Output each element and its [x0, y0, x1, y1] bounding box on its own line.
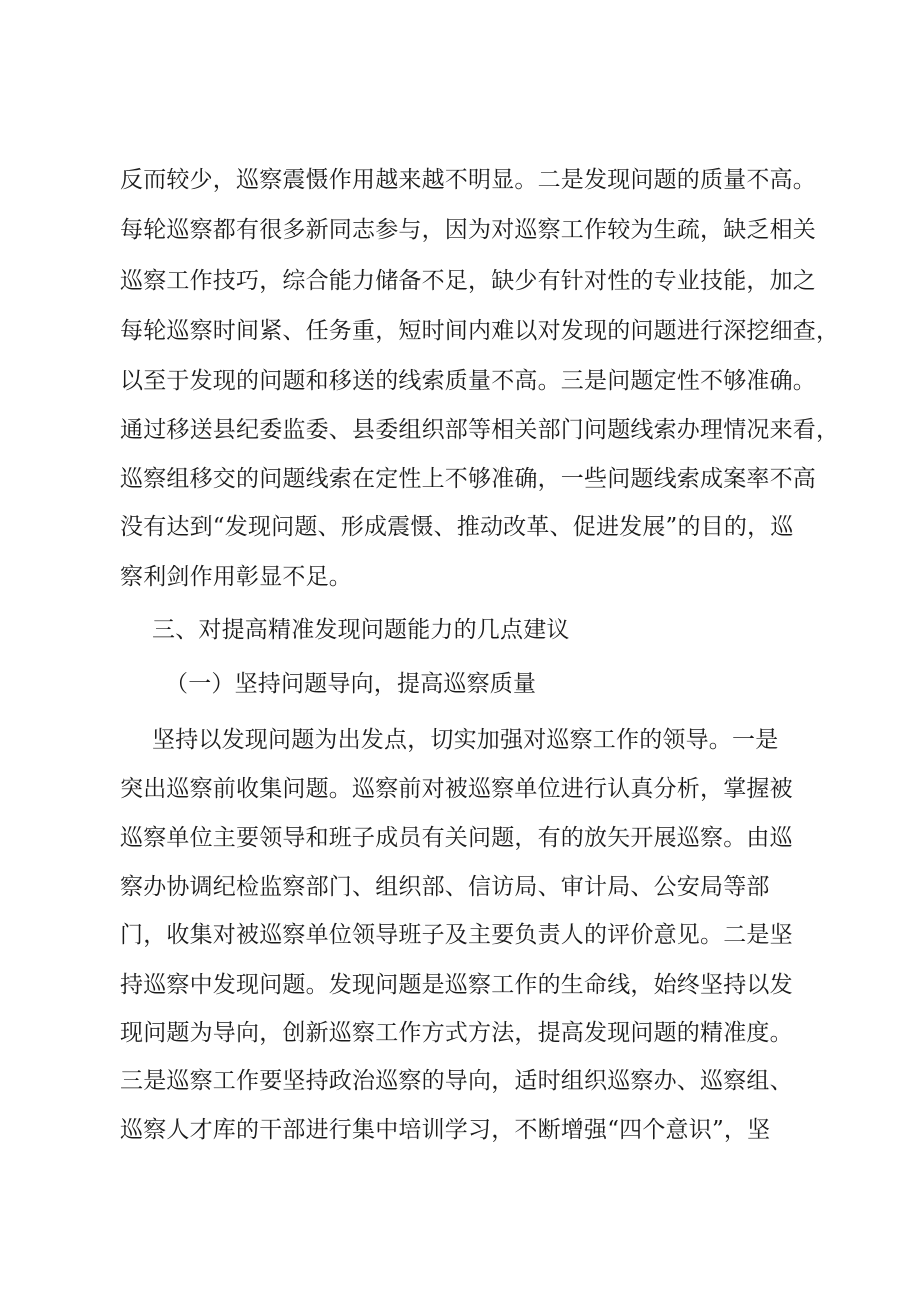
- paragraph-1-line-9: 察利剑作用彰显不足。: [120, 564, 352, 590]
- paragraph-1-line-8: 没有达到“发现问题、形成震慑、推动改革、促进发展”的目的，巡: [120, 514, 794, 540]
- paragraph-2-line-2: 突出巡察前收集问题。巡察前对被巡察单位进行认真分析，掌握被: [120, 776, 793, 802]
- paragraph-2-line-5: 门，收集对被巡察单位领导班子及主要负责人的评价意见。二是坚: [120, 922, 793, 948]
- paragraph-1-line-1: 反而较少，巡察震慑作用越来越不明显。二是发现问题的质量不高。: [120, 167, 816, 193]
- paragraph-2-line-9: 巡察人才库的干部进行集中培训学习，不断增强“四个意识”，坚: [120, 1117, 771, 1143]
- paragraph-2-line-7: 现问题为导向，创新巡察工作方式方法，提高发现问题的精准度。: [120, 1020, 793, 1046]
- paragraph-1-line-7: 巡察组移交的问题线索在定性上不够准确，一些问题线索成案率不高: [120, 466, 816, 492]
- paragraph-2-line-6: 持巡察中发现问题。发现问题是巡察工作的生命线，始终坚持以发: [120, 972, 793, 998]
- subsection-heading: （一）坚持问题导向，提高巡察质量: [165, 671, 537, 697]
- paragraph-2-line-3: 巡察单位主要领导和班子成员有关问题，有的放矢开展巡察。由巡: [120, 825, 793, 851]
- paragraph-1-line-2: 每轮巡察都有很多新同志参与，因为对巡察工作较为生疏，缺乏相关: [120, 217, 816, 243]
- paragraph-1-line-6: 通过移送县纪委监委、县委组织部等相关部门问题线索办理情况来看，: [120, 417, 840, 443]
- paragraph-1-line-3: 巡察工作技巧，综合能力储备不足，缺少有针对性的专业技能，加之: [120, 268, 816, 294]
- section-heading: 三、对提高精准发现问题能力的几点建议: [152, 617, 570, 643]
- paragraph-1-line-5: 以至于发现的问题和移送的线索质量不高。三是问题定性不够准确。: [120, 368, 816, 394]
- paragraph-2-line-1: 坚持以发现问题为出发点，切实加强对巡察工作的领导。一是: [152, 727, 779, 753]
- paragraph-1-line-4: 每轮巡察时间紧、任务重，短时间内难以对发现的问题进行深挖细查，: [120, 318, 840, 344]
- paragraph-2-line-4: 察办协调纪检监察部门、组织部、信访局、审计局、公安局等部: [120, 874, 770, 900]
- paragraph-2-line-8: 三是巡察工作要坚持政治巡察的导向，适时组织巡察办、巡察组、: [120, 1068, 793, 1094]
